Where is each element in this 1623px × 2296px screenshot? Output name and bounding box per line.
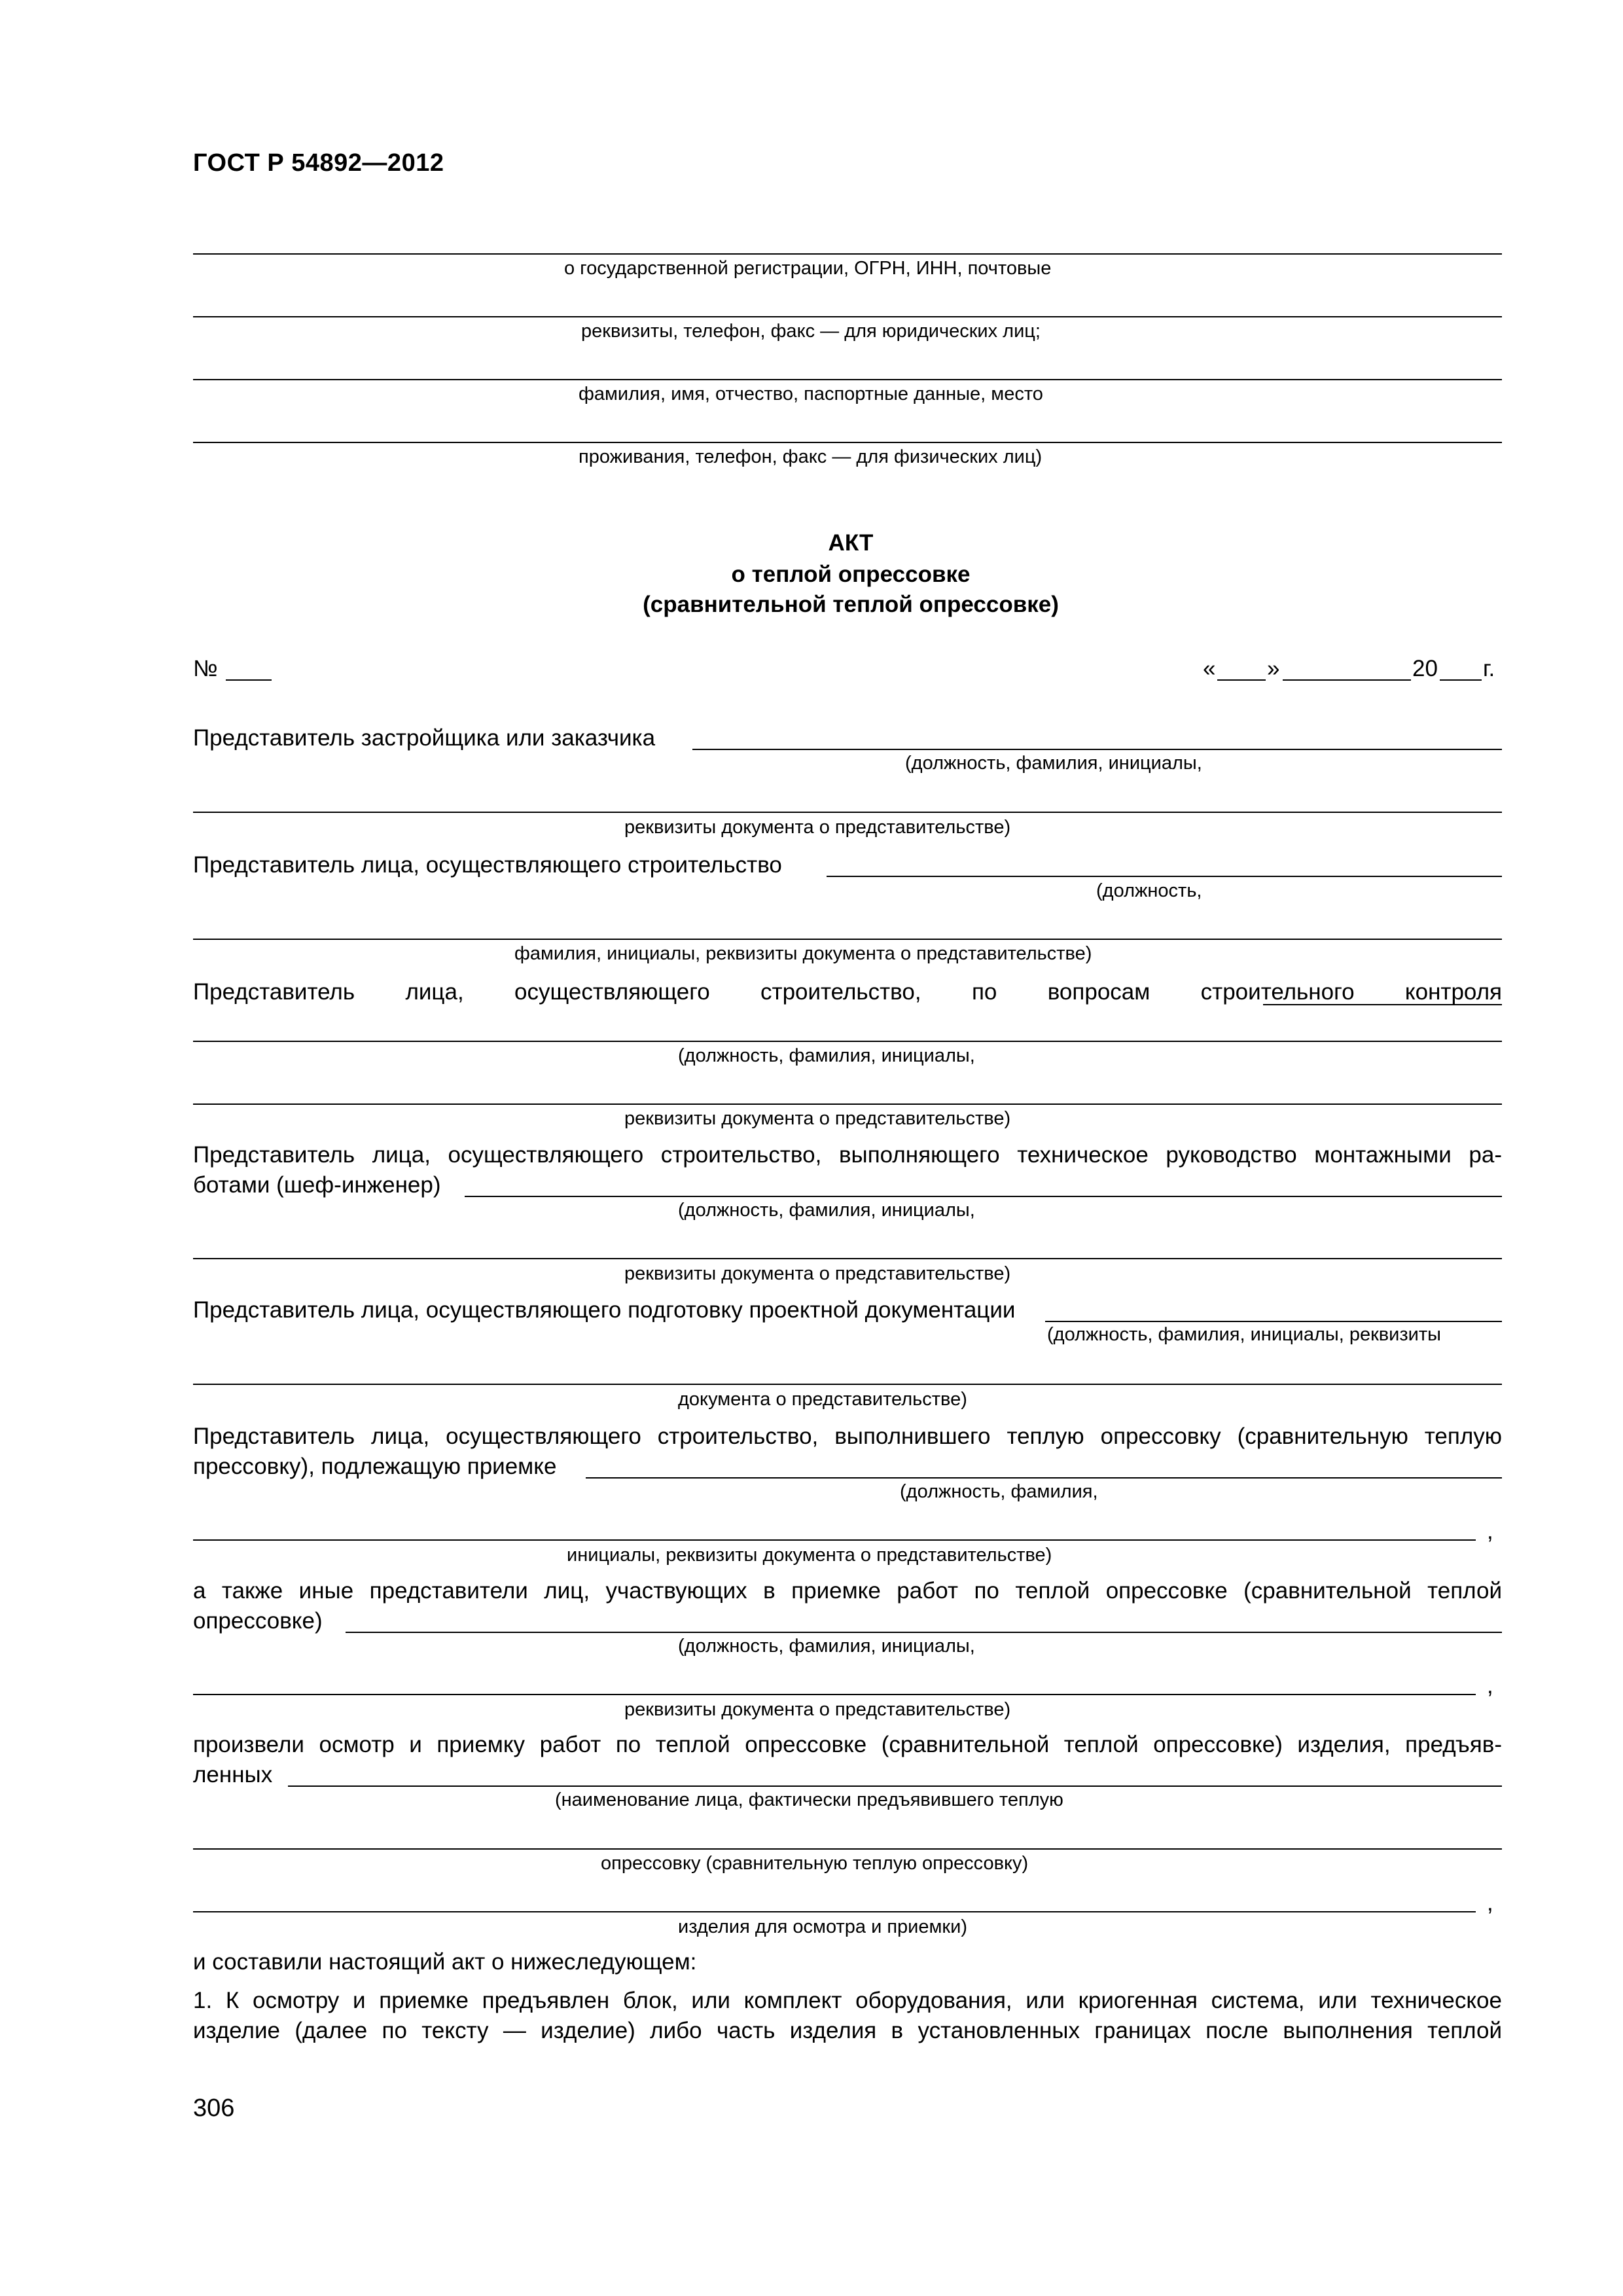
- date-month-field[interactable]: [1283, 679, 1411, 681]
- chief-engineer-rep-label-2: ботами (шеф-инженер): [193, 1172, 441, 1198]
- developer-rep-field-2[interactable]: [193, 812, 1502, 813]
- developer-rep-label: Представитель застройщика или заказчика: [193, 725, 656, 751]
- date-year-suffix: г.: [1483, 656, 1495, 681]
- designer-rep-field-2[interactable]: [193, 1384, 1502, 1385]
- developer-rep-hint: (должность, фамилия, инициалы,: [905, 753, 1202, 774]
- presenter-field-2[interactable]: [193, 1848, 1502, 1850]
- requisites-hint-1: о государственной регистрации, ОГРН, ИНН, почтовые: [564, 258, 1052, 279]
- date-close-quote: »: [1267, 656, 1280, 681]
- chief-engineer-rep-field-2[interactable]: [193, 1258, 1502, 1259]
- performer-rep-label: Представитель лица, осуществляющего строительство, выполнившего теплую опрессовку (сравнительную теплую: [193, 1424, 1502, 1449]
- presenter-hint-2: опрессовку (сравнительную теплую опрессовку): [601, 1853, 1029, 1874]
- fill-line: [193, 316, 1502, 317]
- chief-engineer-rep-hint-2: реквизиты документа о представительстве): [624, 1263, 1011, 1284]
- standard-header: ГОСТ Р 54892—2012: [193, 149, 444, 177]
- builder-rep-field-2[interactable]: [193, 939, 1502, 940]
- designer-rep-hint: (должность, фамилия, инициалы, реквизиты: [1047, 1324, 1442, 1345]
- line-comma: ,: [1487, 1890, 1493, 1916]
- other-reps-hint-2: реквизиты документа о представительстве): [624, 1699, 1011, 1720]
- performer-rep-hint-2: инициалы, реквизиты документа о представительстве): [567, 1545, 1052, 1566]
- item-1-text: 1. К осмотру и приемке предъявлен блок, или комплект оборудования, или криогенная система, или техническое: [193, 1988, 1502, 2013]
- chief-engineer-rep-field[interactable]: [465, 1196, 1502, 1197]
- act-subtitle-parenthetical: (сравнительной теплой опрессовке): [643, 592, 1059, 617]
- fill-line: [193, 253, 1502, 255]
- presenter-field[interactable]: [288, 1785, 1502, 1787]
- act-title: АКТ: [828, 530, 874, 556]
- act-number-label: №: [193, 656, 218, 681]
- performer-rep-hint: (должность, фамилия,: [900, 1481, 1098, 1502]
- construction-control-rep-label: Представитель лица, осуществляющего строительство, по вопросам строительного контроля: [193, 979, 1502, 1005]
- other-reps-field-2[interactable]: [193, 1694, 1476, 1695]
- line-comma: ,: [1487, 1673, 1493, 1698]
- construction-control-rep-hint-2: реквизиты документа о представительстве): [624, 1108, 1011, 1129]
- chief-engineer-rep-hint: (должность, фамилия, инициалы,: [678, 1200, 975, 1221]
- designer-rep-field[interactable]: [1045, 1321, 1502, 1322]
- date-open-quote: «: [1203, 656, 1216, 681]
- construction-control-rep-field[interactable]: [1263, 1004, 1502, 1005]
- inspection-text: произвели осмотр и приемку работ по теплой опрессовке (сравнительной теплой опрессовке) изделия, предъяв-: [193, 1732, 1502, 1757]
- other-reps-label-2: опрессовке): [193, 1608, 323, 1634]
- conclusion-text: и составили настоящий акт о нижеследующем:: [193, 1949, 697, 1975]
- builder-rep-label: Представитель лица, осуществляющего строительство: [193, 852, 782, 878]
- line-comma: ,: [1487, 1518, 1493, 1544]
- other-reps-field[interactable]: [346, 1632, 1502, 1633]
- construction-control-rep-field-3[interactable]: [193, 1103, 1502, 1105]
- presenter-field-3[interactable]: [193, 1911, 1476, 1912]
- designer-rep-hint-2: документа о представительстве): [678, 1389, 967, 1410]
- requisites-hint-4: проживания, телефон, факс — для физических лиц): [579, 446, 1043, 467]
- performer-rep-field-2[interactable]: [193, 1539, 1476, 1541]
- presenter-hint: (наименование лица, фактически предъявившего теплую: [555, 1789, 1063, 1810]
- builder-rep-field[interactable]: [827, 876, 1502, 877]
- requisites-hint-2: реквизиты, телефон, факс — для юридических лиц;: [581, 321, 1041, 342]
- requisites-hint-3: фамилия, имя, отчество, паспортные данные, место: [579, 384, 1043, 404]
- developer-rep-hint-2: реквизиты документа о представительстве): [624, 817, 1011, 838]
- builder-rep-hint-2: фамилия, инициалы, реквизиты документа о представительстве): [514, 943, 1092, 964]
- act-subtitle: о теплой опрессовке: [731, 562, 971, 587]
- developer-rep-field[interactable]: [692, 749, 1502, 750]
- construction-control-rep-hint: (должность, фамилия, инициалы,: [678, 1045, 975, 1066]
- other-reps-hint: (должность, фамилия, инициалы,: [678, 1636, 975, 1657]
- item-1-text-2: изделие (далее по тексту — изделие) либо часть изделия в установленных границах после выполнения теплой: [193, 2018, 1502, 2043]
- designer-rep-label: Представитель лица, осуществляющего подготовку проектной документации: [193, 1297, 1016, 1323]
- chief-engineer-rep-label: Представитель лица, осуществляющего строительство, выполняющего техническое руководство монтажными ра-: [193, 1142, 1502, 1168]
- inspection-text-2: ленных: [193, 1762, 273, 1787]
- date-day-field[interactable]: [1217, 679, 1266, 681]
- fill-line: [193, 442, 1502, 443]
- other-reps-label: а также иные представители лиц, участвующих в приемке работ по теплой опрессовке (сравнительной теплой: [193, 1578, 1502, 1604]
- performer-rep-field[interactable]: [586, 1477, 1502, 1479]
- performer-rep-label-2: прессовку), подлежащую приемке: [193, 1454, 557, 1479]
- page-number: 306: [193, 2094, 235, 2122]
- date-year-field[interactable]: [1440, 679, 1482, 681]
- construction-control-rep-field-2[interactable]: [193, 1041, 1502, 1042]
- act-number-field[interactable]: [226, 679, 272, 681]
- date-year-prefix: 20: [1412, 656, 1438, 681]
- fill-line: [193, 379, 1502, 380]
- builder-rep-hint: (должность,: [1096, 880, 1202, 901]
- presenter-hint-3: изделия для осмотра и приемки): [678, 1916, 967, 1937]
